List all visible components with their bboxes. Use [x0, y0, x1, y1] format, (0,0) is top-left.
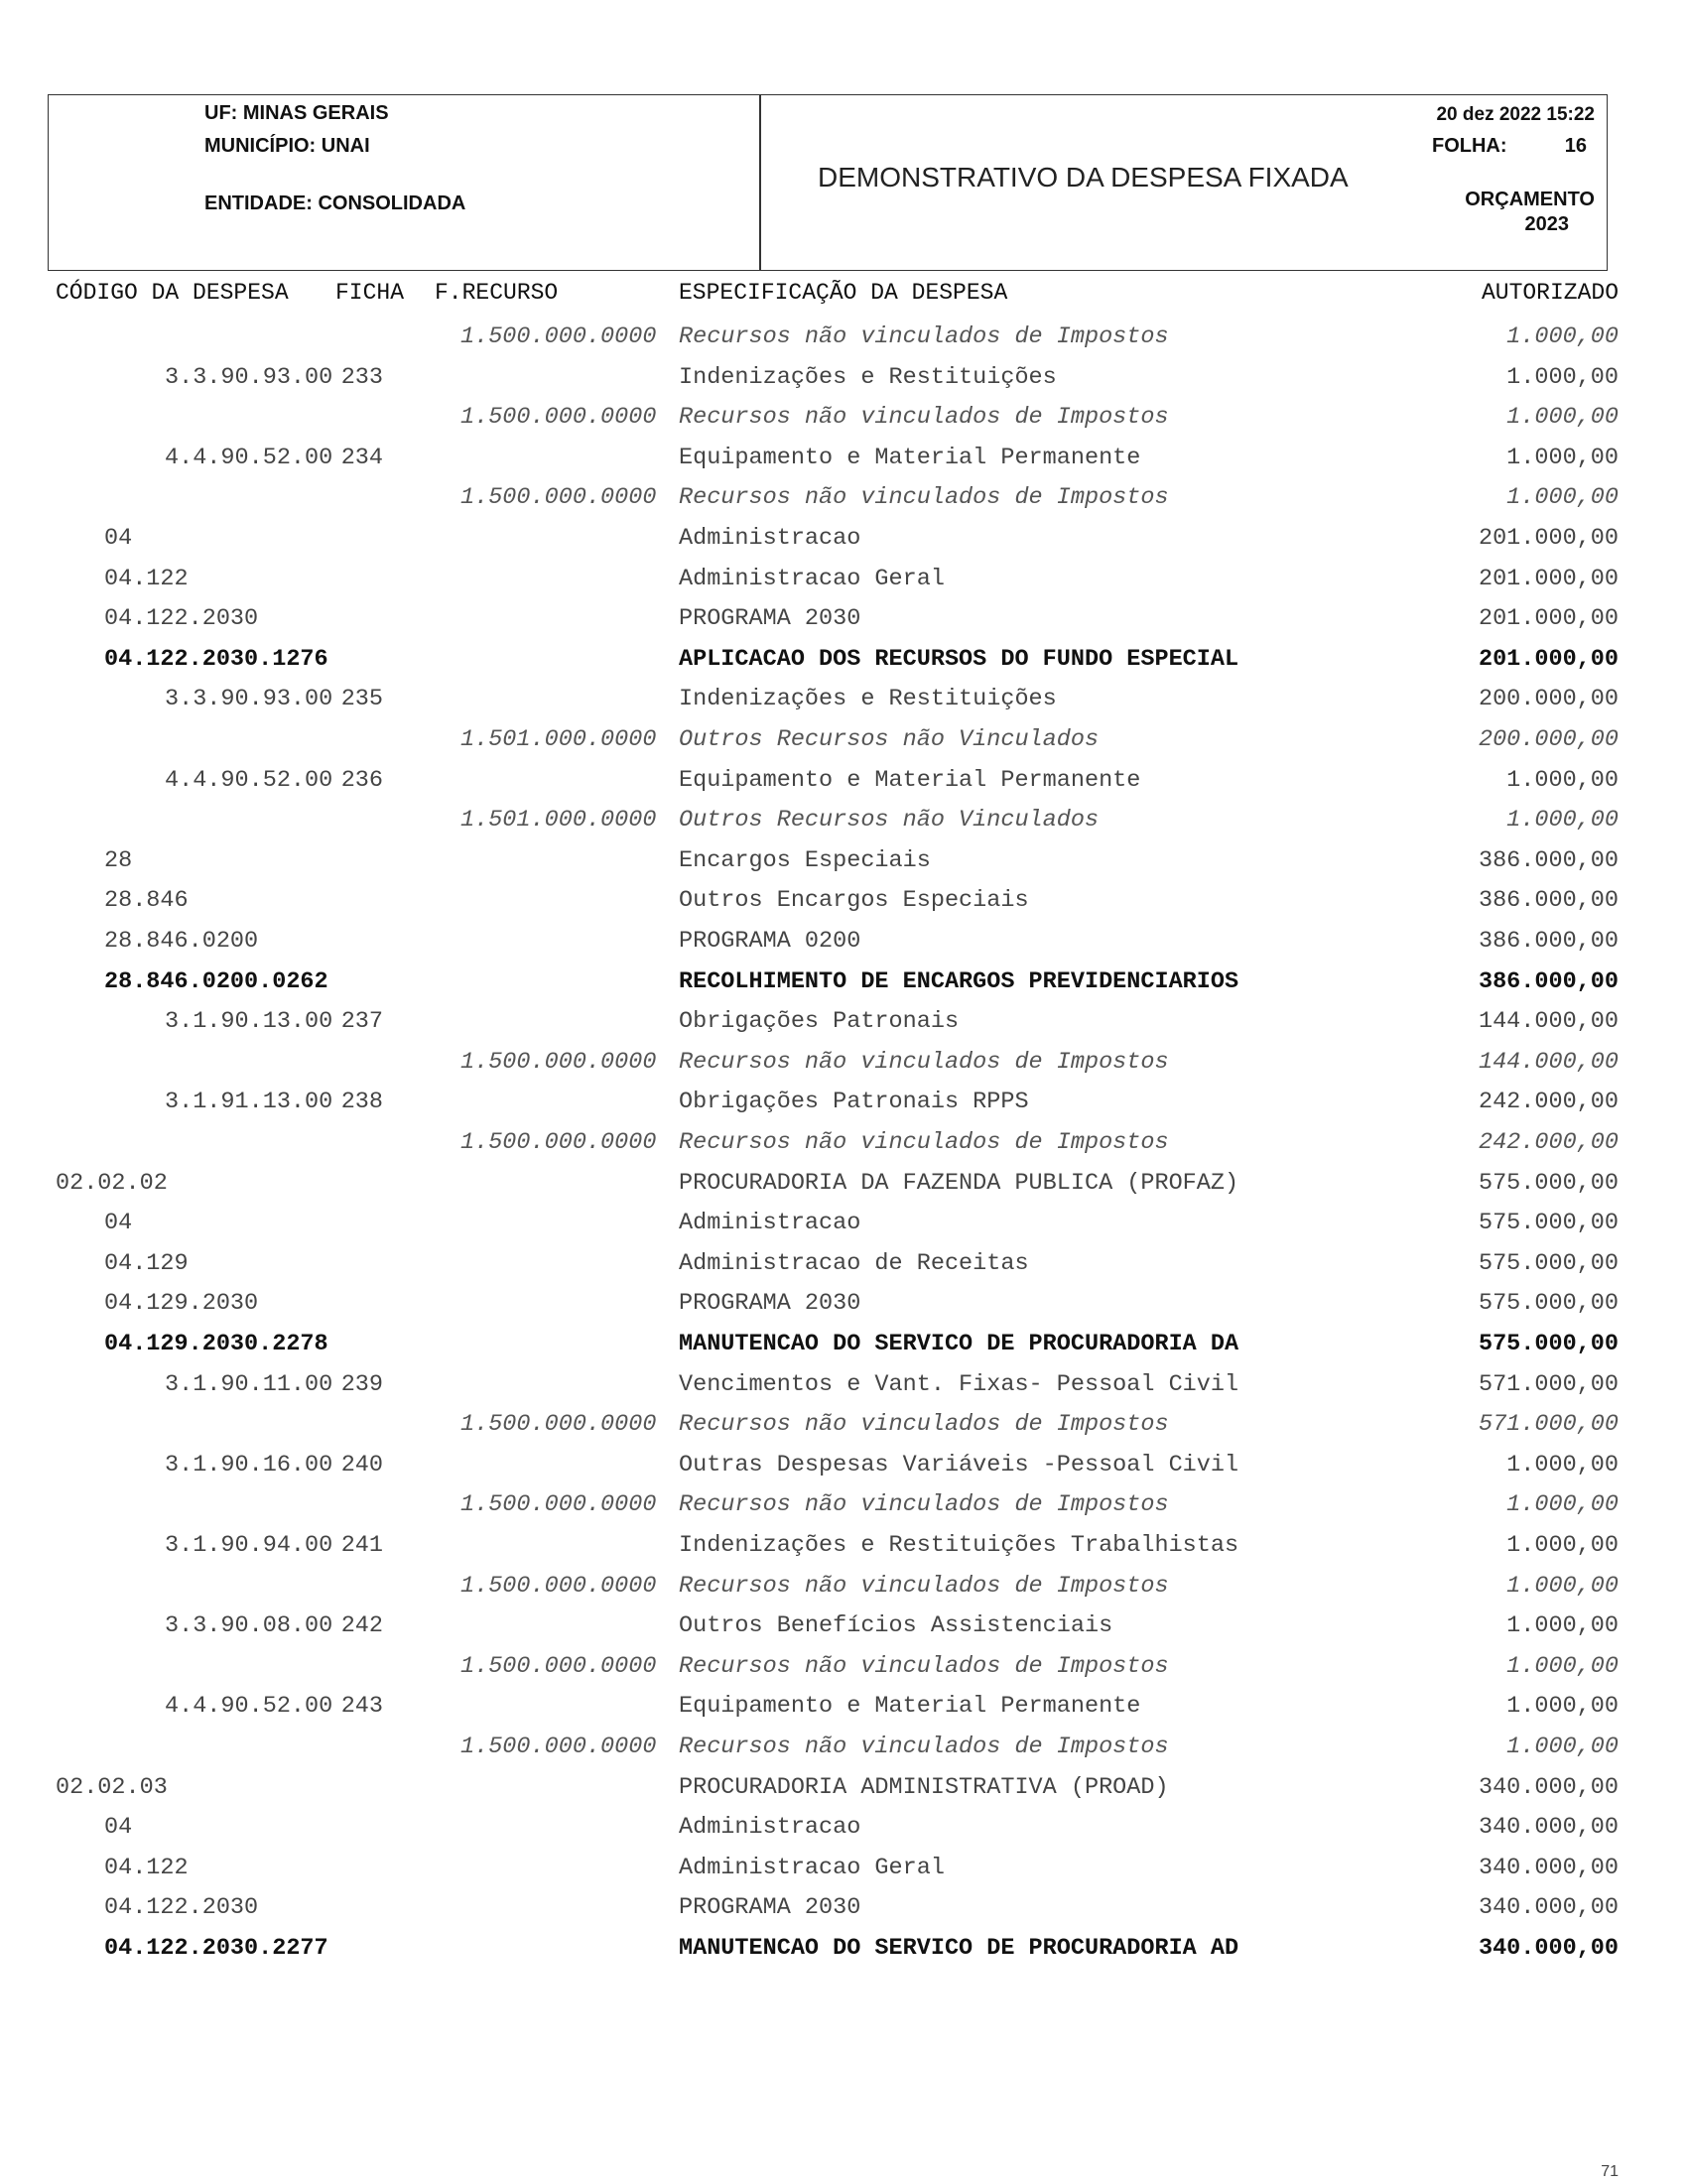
table-row — [0, 1491, 1688, 1527]
uf-label: UF: MINAS GERAIS — [204, 102, 389, 124]
row-ficha: 237 — [340, 1008, 383, 1036]
row-code: 02.02.03 — [56, 1773, 168, 1801]
row-code: 04.122 — [104, 1854, 189, 1881]
col-recurso: F.RECURSO — [435, 280, 559, 306]
row-spec: Recursos não vinculados de Impostos — [679, 1411, 1169, 1439]
entidade-label: ENTIDADE: CONSOLIDADA — [204, 193, 466, 214]
row-spec: Administracao de Receitas — [679, 1249, 1029, 1277]
row-spec: MANUTENCAO DO SERVICO DE PROCURADORIA DA — [679, 1331, 1239, 1357]
table-row — [0, 1734, 1688, 1769]
row-amount: 1.000,00 — [1506, 323, 1619, 350]
row-spec: MANUTENCAO DO SERVICO DE PROCURADORIA AD — [679, 1935, 1239, 1962]
row-spec: Recursos não vinculados de Impostos — [679, 1048, 1169, 1076]
row-spec: Outros Benefícios Assistenciais — [679, 1612, 1113, 1640]
row-amount: 201.000,00 — [1478, 605, 1619, 633]
row-spec: Recursos não vinculados de Impostos — [679, 323, 1169, 350]
row-amount: 242.000,00 — [1478, 1089, 1619, 1116]
row-code: 28 — [104, 846, 133, 874]
row-amount: 201.000,00 — [1478, 565, 1619, 592]
row-amount: 386.000,00 — [1478, 928, 1619, 955]
row-amount: 340.000,00 — [1478, 1894, 1619, 1922]
table-row — [0, 1170, 1688, 1206]
row-code: 04.129 — [104, 1249, 189, 1277]
row-recurso: 1.500.000.0000 — [460, 1129, 657, 1156]
row-ficha: 235 — [340, 686, 383, 713]
row-spec: Recursos não vinculados de Impostos — [679, 404, 1169, 432]
row-amount: 1.000,00 — [1506, 1491, 1619, 1519]
folha-value: 16 — [1564, 135, 1587, 157]
row-ficha: 234 — [340, 444, 383, 471]
row-spec: Recursos não vinculados de Impostos — [679, 1129, 1169, 1156]
row-recurso: 1.500.000.0000 — [460, 1572, 657, 1600]
row-recurso: 1.500.000.0000 — [460, 1411, 657, 1439]
row-code: 04.129.2030.2278 — [104, 1331, 328, 1357]
row-spec: APLICACAO DOS RECURSOS DO FUNDO ESPECIAL — [679, 645, 1239, 673]
row-ficha: 240 — [340, 1451, 383, 1478]
row-amount: 571.000,00 — [1478, 1411, 1619, 1439]
row-ficha: 233 — [340, 363, 383, 391]
row-amount: 340.000,00 — [1478, 1854, 1619, 1881]
row-spec: PROGRAMA 2030 — [679, 1894, 861, 1922]
table-row — [0, 1008, 1688, 1044]
table-row — [0, 1573, 1688, 1608]
municipio-label: MUNICÍPIO: UNAI — [204, 135, 370, 157]
row-code: 4.4.90.52.00 — [165, 444, 333, 471]
row-ficha: 238 — [340, 1089, 383, 1116]
row-amount: 242.000,00 — [1478, 1129, 1619, 1156]
row-recurso: 1.500.000.0000 — [460, 1652, 657, 1680]
table-row — [0, 1894, 1688, 1930]
row-code: 04 — [104, 525, 133, 552]
row-spec: Administracao Geral — [679, 1854, 945, 1881]
row-amount: 386.000,00 — [1478, 887, 1619, 915]
row-recurso: 1.500.000.0000 — [460, 323, 657, 350]
row-code: 28.846 — [104, 887, 189, 915]
row-code: 04 — [104, 1814, 133, 1842]
row-spec: PROGRAMA 2030 — [679, 1290, 861, 1318]
table-row — [0, 566, 1688, 601]
row-code: 4.4.90.52.00 — [165, 766, 333, 794]
table-row — [0, 1935, 1688, 1971]
table-row — [0, 1049, 1688, 1085]
row-recurso: 1.501.000.0000 — [460, 807, 657, 835]
row-amount: 1.000,00 — [1506, 444, 1619, 471]
row-amount: 340.000,00 — [1478, 1773, 1619, 1801]
row-ficha: 236 — [340, 766, 383, 794]
row-spec: PROGRAMA 2030 — [679, 605, 861, 633]
row-spec: Administracao — [679, 1210, 861, 1237]
row-spec: Administracao Geral — [679, 565, 945, 592]
row-spec: Vencimentos e Vant. Fixas- Pessoal Civil — [679, 1370, 1239, 1398]
table-row — [0, 445, 1688, 480]
row-spec: Indenizações e Restituições Trabalhistas — [679, 1532, 1239, 1559]
table-row — [0, 887, 1688, 923]
row-spec: Recursos não vinculados de Impostos — [679, 1652, 1169, 1680]
row-amount: 386.000,00 — [1478, 846, 1619, 874]
row-spec: Obrigações Patronais RPPS — [679, 1089, 1029, 1116]
row-ficha: 243 — [340, 1693, 383, 1721]
row-spec: Indenizações e Restituições — [679, 363, 1057, 391]
row-recurso: 1.500.000.0000 — [460, 1491, 657, 1519]
folha-label: FOLHA: — [1432, 135, 1507, 157]
table-row — [0, 1089, 1688, 1124]
row-amount: 1.000,00 — [1506, 1652, 1619, 1680]
row-spec: Recursos não vinculados de Impostos — [679, 484, 1169, 512]
row-spec: Encargos Especiais — [679, 846, 931, 874]
row-spec: Indenizações e Restituições — [679, 686, 1057, 713]
row-recurso: 1.500.000.0000 — [460, 1048, 657, 1076]
col-especificacao: ESPECIFICAÇÃO DA DESPESA — [679, 280, 1008, 306]
row-code: 04.129.2030 — [104, 1290, 259, 1318]
col-codigo: CÓDIGO DA DESPESA — [56, 280, 289, 306]
table-row — [0, 1653, 1688, 1689]
header-divider — [759, 95, 761, 270]
table-row — [0, 807, 1688, 842]
row-amount: 1.000,00 — [1506, 1612, 1619, 1640]
row-amount: 1.000,00 — [1506, 363, 1619, 391]
row-amount: 340.000,00 — [1478, 1935, 1619, 1962]
row-amount: 1.000,00 — [1506, 1532, 1619, 1559]
row-spec: PROGRAMA 0200 — [679, 928, 861, 955]
table-row — [0, 323, 1688, 359]
table-row — [0, 1331, 1688, 1366]
row-amount: 575.000,00 — [1478, 1210, 1619, 1237]
table-row — [0, 364, 1688, 400]
row-code: 04.122.2030.1276 — [104, 645, 328, 673]
row-code: 3.1.90.94.00 — [165, 1532, 333, 1559]
col-ficha: FICHA — [335, 280, 405, 306]
row-code: 4.4.90.52.00 — [165, 1693, 333, 1721]
row-ficha: 242 — [340, 1612, 383, 1640]
row-code: 3.1.90.13.00 — [165, 1008, 333, 1036]
table-row — [0, 847, 1688, 883]
row-amount: 575.000,00 — [1478, 1331, 1619, 1357]
row-code: 04 — [104, 1210, 133, 1237]
row-amount: 201.000,00 — [1478, 645, 1619, 673]
row-code: 3.1.90.11.00 — [165, 1370, 333, 1398]
table-row — [0, 1693, 1688, 1729]
table-row — [0, 1612, 1688, 1648]
row-recurso: 1.500.000.0000 — [460, 1734, 657, 1760]
row-amount: 575.000,00 — [1478, 1249, 1619, 1277]
table-row — [0, 1452, 1688, 1487]
row-spec: PROCURADORIA DA FAZENDA PUBLICA (PROFAZ) — [679, 1169, 1239, 1197]
table-row — [0, 726, 1688, 762]
row-spec: Administracao — [679, 525, 861, 552]
table-row — [0, 1411, 1688, 1447]
row-spec: Outros Encargos Especiais — [679, 887, 1029, 915]
row-recurso: 1.500.000.0000 — [460, 484, 657, 512]
row-amount: 340.000,00 — [1478, 1814, 1619, 1842]
row-code: 04.122 — [104, 565, 189, 592]
table-row — [0, 1814, 1688, 1850]
row-amount: 571.000,00 — [1478, 1370, 1619, 1398]
row-spec: Recursos não vinculados de Impostos — [679, 1734, 1169, 1760]
table-row — [0, 484, 1688, 520]
row-code: 28.846.0200.0262 — [104, 967, 328, 995]
row-code: 3.1.90.16.00 — [165, 1451, 333, 1478]
table-row — [0, 1855, 1688, 1890]
row-code: 28.846.0200 — [104, 928, 259, 955]
table-row — [0, 686, 1688, 721]
row-spec: Obrigações Patronais — [679, 1008, 960, 1036]
row-spec: Outros Recursos não Vinculados — [679, 726, 1100, 753]
row-amount: 1.000,00 — [1506, 484, 1619, 512]
row-recurso: 1.500.000.0000 — [460, 404, 657, 432]
row-code: 3.1.91.13.00 — [165, 1089, 333, 1116]
row-ficha: 241 — [340, 1532, 383, 1559]
row-code: 04.122.2030 — [104, 1894, 259, 1922]
table-row — [0, 1210, 1688, 1245]
row-amount: 1.000,00 — [1506, 1572, 1619, 1600]
row-spec: RECOLHIMENTO DE ENCARGOS PREVIDENCIARIOS — [679, 967, 1239, 995]
row-code: 3.3.90.08.00 — [165, 1612, 333, 1640]
page-number: 71 — [1601, 2163, 1619, 2180]
table-row — [0, 1371, 1688, 1407]
row-amount: 201.000,00 — [1478, 525, 1619, 552]
table-row — [0, 1250, 1688, 1286]
col-autorizado: AUTORIZADO — [1481, 280, 1619, 306]
table-row — [0, 646, 1688, 682]
table-row — [0, 525, 1688, 561]
row-amount: 1.000,00 — [1506, 1693, 1619, 1721]
row-amount: 1.000,00 — [1506, 766, 1619, 794]
row-code: 3.3.90.93.00 — [165, 686, 333, 713]
row-spec: Administracao — [679, 1814, 861, 1842]
row-amount: 575.000,00 — [1478, 1169, 1619, 1197]
table-row — [0, 928, 1688, 964]
row-amount: 1.000,00 — [1506, 404, 1619, 432]
row-spec: Equipamento e Material Permanente — [679, 1693, 1141, 1721]
row-code: 04.122.2030 — [104, 605, 259, 633]
row-spec: Outros Recursos não Vinculados — [679, 807, 1100, 835]
row-code: 3.3.90.93.00 — [165, 363, 333, 391]
row-amount: 1.000,00 — [1506, 1451, 1619, 1478]
row-code: 02.02.02 — [56, 1169, 168, 1197]
row-spec: Recursos não vinculados de Impostos — [679, 1491, 1169, 1519]
table-row — [0, 404, 1688, 440]
row-amount: 144.000,00 — [1478, 1048, 1619, 1076]
row-recurso: 1.501.000.0000 — [460, 726, 657, 753]
row-amount: 1.000,00 — [1506, 807, 1619, 835]
table-row — [0, 605, 1688, 641]
table-row — [0, 767, 1688, 803]
table-row — [0, 968, 1688, 1004]
row-spec: Equipamento e Material Permanente — [679, 444, 1141, 471]
orcamento-label: ORÇAMENTO — [1465, 189, 1595, 210]
report-datetime: 20 dez 2022 15:22 — [1436, 104, 1595, 125]
row-code: 04.122.2030.2277 — [104, 1935, 328, 1962]
row-ficha: 239 — [340, 1370, 383, 1398]
row-amount: 1.000,00 — [1506, 1734, 1619, 1760]
row-spec: PROCURADORIA ADMINISTRATIVA (PROAD) — [679, 1773, 1169, 1801]
report-title: DEMONSTRATIVO DA DESPESA FIXADA — [818, 162, 1349, 193]
table-row — [0, 1129, 1688, 1165]
row-amount: 144.000,00 — [1478, 1008, 1619, 1036]
row-amount: 575.000,00 — [1478, 1290, 1619, 1318]
table-row — [0, 1290, 1688, 1326]
row-spec: Outras Despesas Variáveis -Pessoal Civil — [679, 1451, 1239, 1478]
row-amount: 200.000,00 — [1478, 726, 1619, 753]
table-row — [0, 1774, 1688, 1810]
table-row — [0, 1532, 1688, 1568]
row-amount: 386.000,00 — [1478, 967, 1619, 995]
row-spec: Equipamento e Material Permanente — [679, 766, 1141, 794]
row-amount: 200.000,00 — [1478, 686, 1619, 713]
row-spec: Recursos não vinculados de Impostos — [679, 1572, 1169, 1600]
orcamento-year: 2023 — [1524, 213, 1569, 235]
